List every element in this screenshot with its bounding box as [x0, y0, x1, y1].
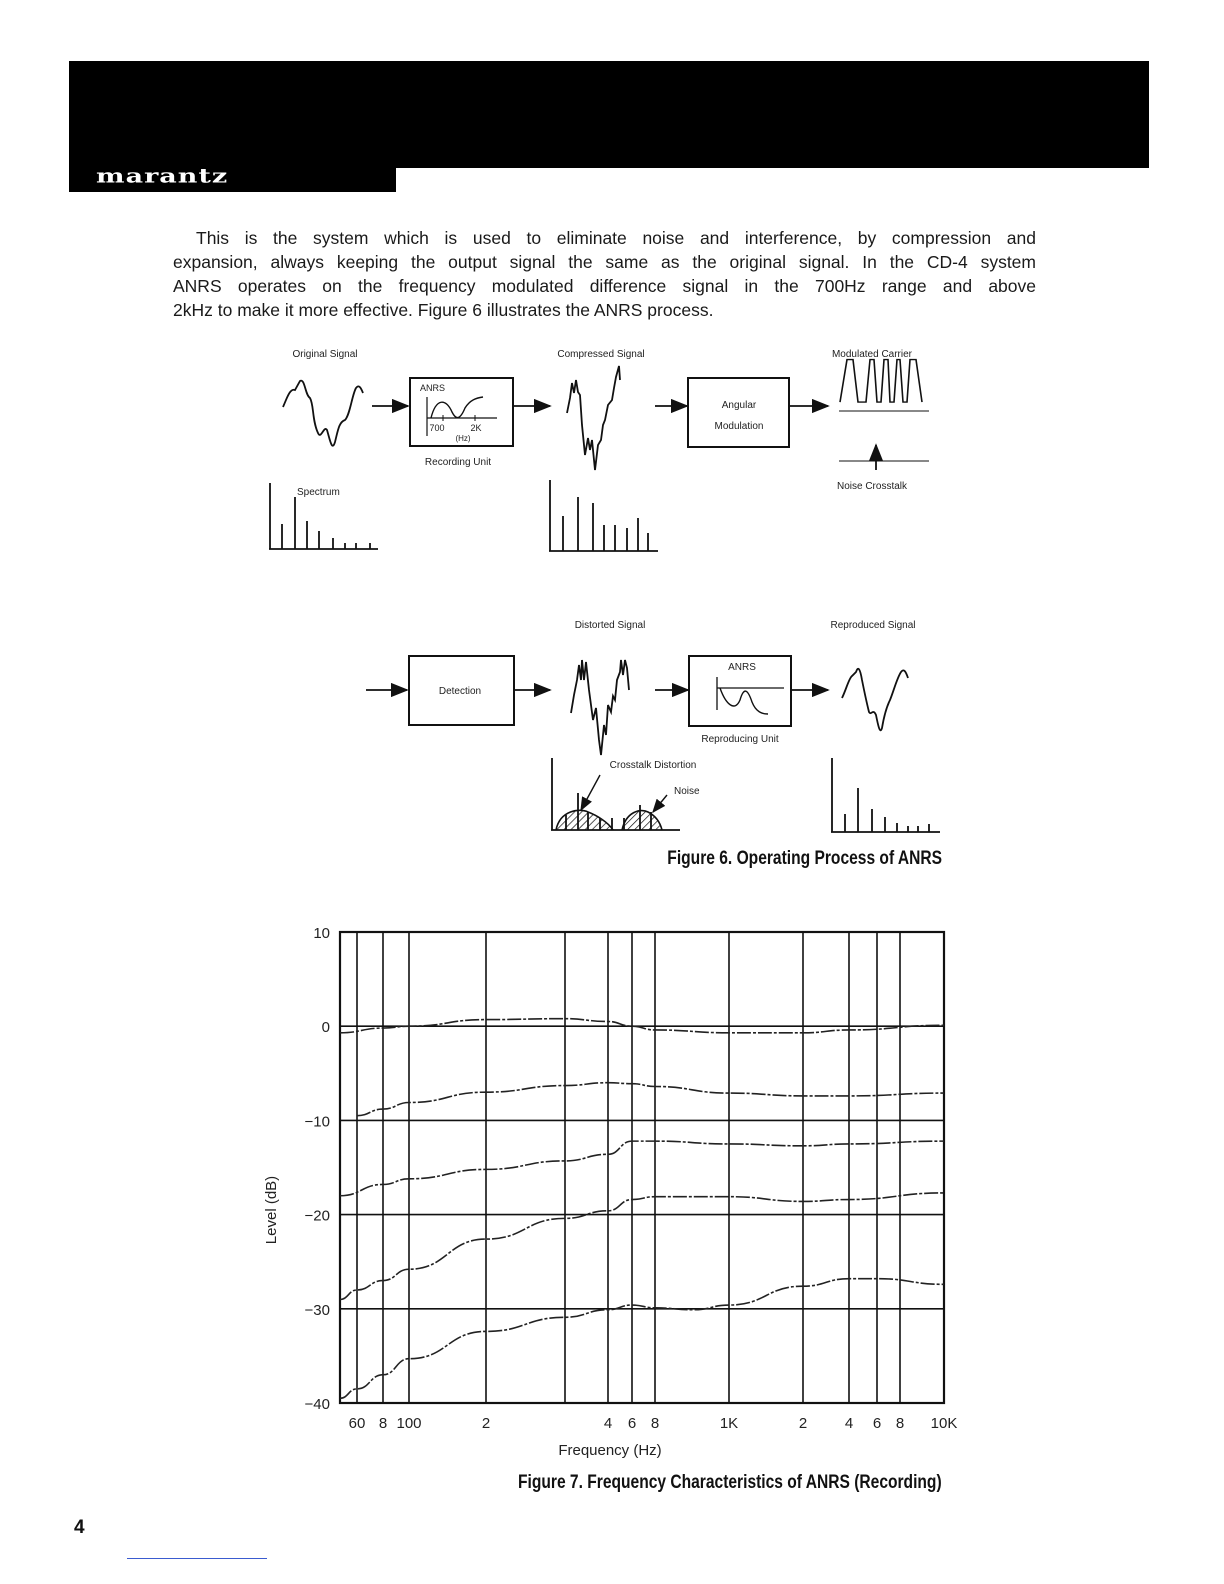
- figure-6-caption: Figure 6. Operating Process of ANRS: [667, 848, 942, 869]
- label-700: 700: [429, 423, 445, 433]
- x-tick-label: 4: [603, 1415, 613, 1432]
- y-tick-label: −20: [304, 1207, 330, 1225]
- label-original-signal: Original Signal: [292, 349, 358, 360]
- label-hz: (Hz): [455, 434, 471, 443]
- label-reproducing-unit: Reproducing Unit: [701, 734, 779, 745]
- plot-frame: [340, 932, 944, 1403]
- series-curve-2: [357, 1083, 944, 1116]
- label-crosstalk-distortion: Crosstalk Distortion: [609, 760, 697, 771]
- x-tick-label: 100: [396, 1415, 422, 1432]
- series-curve-3: [340, 1141, 944, 1196]
- y-tick-label: −30: [304, 1301, 330, 1319]
- label-modulation: Modulation: [714, 421, 764, 432]
- label-spectrum: Spectrum: [297, 487, 340, 498]
- series-curve-5: [340, 1279, 944, 1399]
- y-tick-label: 0: [321, 1019, 330, 1037]
- y-tick-label: 10: [313, 925, 330, 942]
- label-recording-unit: Recording Unit: [424, 457, 492, 468]
- label-modulated-carrier: Modulated Carrier: [831, 349, 913, 360]
- x-tick-label: 1K: [719, 1415, 739, 1432]
- intro-line: 2kHz to make it more effective. Figure 6 illustrates the ANRS process.: [173, 300, 714, 320]
- x-tick-label: 8: [650, 1415, 660, 1432]
- x-tick-label: 6: [627, 1415, 637, 1432]
- x-tick-label: 2: [481, 1415, 491, 1432]
- label-noise-crosstalk: Noise Crosstalk: [836, 481, 908, 492]
- label-2k: 2K: [470, 423, 482, 433]
- x-tick-label: 8: [378, 1415, 388, 1432]
- intro-line: expansion, always keeping the output signal the same as the original signal. In the CD-4 system: [173, 252, 1036, 272]
- label-anrs-reproducing: ANRS: [728, 662, 756, 673]
- x-tick-label: 6: [872, 1415, 882, 1432]
- series-curve-4: [340, 1193, 944, 1299]
- x-tick-label: 4: [844, 1415, 854, 1432]
- marantz-logo: marantz: [96, 165, 229, 188]
- x-tick-label: 2: [798, 1415, 808, 1432]
- label-compressed-signal: Compressed Signal: [557, 349, 645, 360]
- label-distorted-signal: Distorted Signal: [574, 620, 646, 631]
- footer-rule: [127, 1558, 267, 1559]
- y-axis-label: Level (dB): [263, 1175, 280, 1245]
- label-reproduced-signal: Reproduced Signal: [830, 620, 916, 631]
- x-tick-label: 60: [348, 1415, 366, 1432]
- x-tick-label: 8: [895, 1415, 905, 1432]
- y-tick-label: −40: [304, 1396, 330, 1413]
- intro-line: ANRS operates on the frequency modulated difference signal in the 700Hz range and above: [173, 276, 1036, 296]
- figure-7-caption: Figure 7. Frequency Characteristics of ANRS (Recording): [518, 1472, 942, 1493]
- x-tick-label: 10K: [930, 1415, 958, 1432]
- page-number: 4: [74, 1517, 85, 1538]
- label-detection: Detection: [438, 686, 482, 697]
- y-tick-label: −10: [304, 1113, 330, 1131]
- intro-line: This is the system which is used to eliminate noise and interference, by compression and: [196, 228, 1036, 248]
- label-anrs: ANRS: [420, 383, 446, 393]
- label-noise: Noise: [674, 786, 700, 797]
- x-axis-label: Frequency (Hz): [558, 1442, 662, 1459]
- label-angular: Angular: [721, 400, 757, 411]
